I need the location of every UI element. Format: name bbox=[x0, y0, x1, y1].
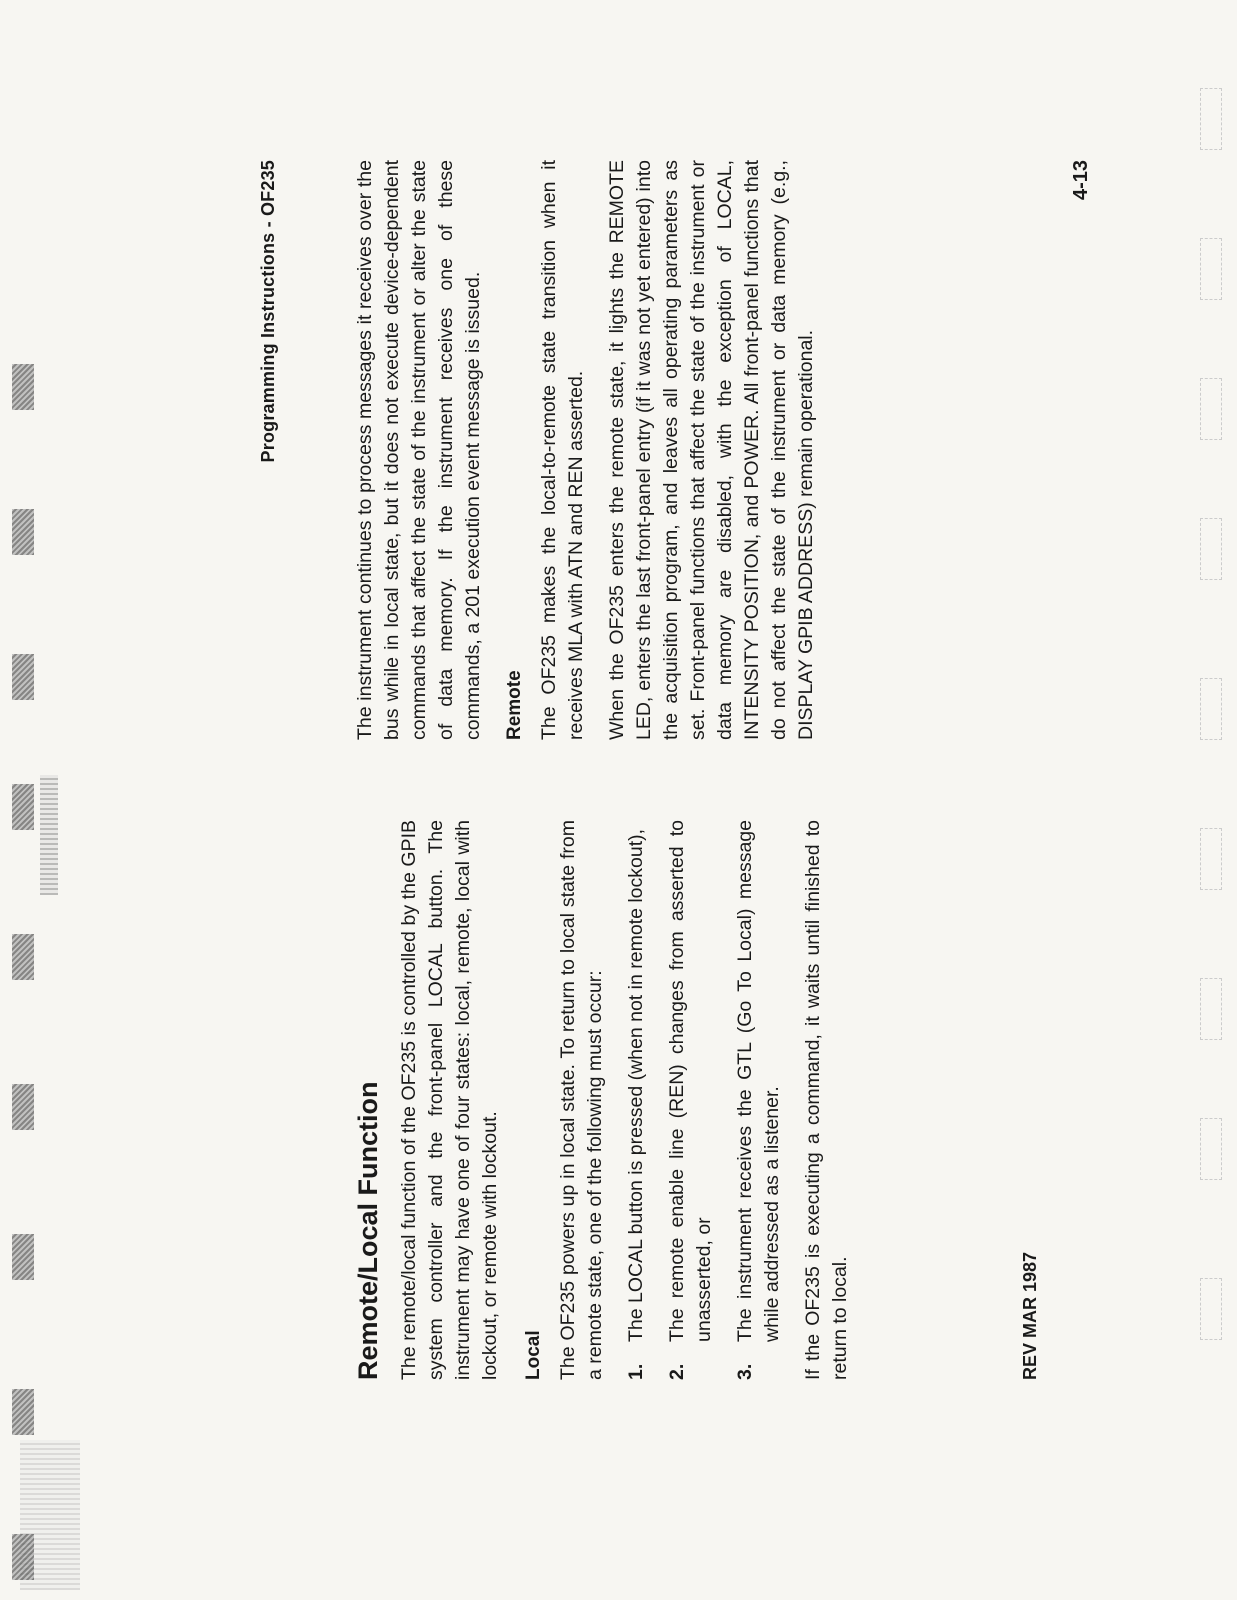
local-behavior-paragraph: The instrument continues to process messages it receives over the bus while in local state, but it does not execute device-dependent commands that affect the state of the instrument or alter the state of data memory. If the instrument receives one of these commands, a 201 execution event message is issued. bbox=[354, 160, 484, 740]
running-header: Programming Instructions - OF235 bbox=[258, 160, 278, 463]
edge-mark bbox=[1200, 828, 1222, 890]
list-text: The instrument receives the GTL (Go To Local) message while addressed as a listener. bbox=[734, 820, 783, 1342]
edge-mark-dark bbox=[12, 784, 34, 830]
edge-mark bbox=[1200, 1118, 1222, 1180]
closing-paragraph: If the OF235 is executing a command, it waits until finished to return to local. bbox=[802, 820, 851, 1380]
edge-mark bbox=[1200, 378, 1222, 440]
section-title: Remote/Local Function bbox=[353, 1081, 383, 1380]
list-item bbox=[623, 820, 650, 1380]
edge-mark bbox=[1200, 518, 1222, 580]
edge-mark-dark bbox=[12, 1389, 34, 1435]
edge-mark-dark bbox=[12, 934, 34, 980]
local-heading: Local bbox=[523, 1330, 544, 1380]
left-column bbox=[352, 820, 868, 1380]
edge-mark-dark bbox=[12, 509, 34, 555]
intro-paragraph: The remote/local function of the OF235 is controlled by the GPIB system controller and the front-panel LOCAL button. The instrument may have one of four states: local, remote, local with lockout, or remote with lockout. bbox=[398, 820, 501, 1380]
edge-mark-dark bbox=[12, 1534, 34, 1580]
local-conditions-list bbox=[623, 820, 786, 1380]
remote-state-paragraph: When the OF235 enters the remote state, it lights the REMOTE LED, enters the last front-panel entry (if it was not yet entered) into the acquisition program, and leaves all operating parameters as set. Front-panel functions that affect the state of the instrument or data memory are disabled, with the exception of LOCAL, INTENSITY POSITION, and POWER. All front-panel functions that do not affect the state of the instrument or data memory (e.g., DISPLAY GPIB ADDRESS) remain operational. bbox=[606, 160, 817, 740]
binding-edge-marks bbox=[1200, 30, 1230, 1340]
list-number: 3. bbox=[734, 1363, 756, 1380]
edge-mark bbox=[1200, 238, 1222, 300]
list-number: 2. bbox=[666, 1363, 688, 1380]
list-number: 1. bbox=[625, 1363, 647, 1380]
list-item bbox=[664, 820, 718, 1380]
list-text: The LOCAL button is pressed (when not in remote lockout), bbox=[625, 828, 647, 1342]
edge-mark bbox=[1200, 88, 1222, 150]
edge-mark bbox=[1200, 678, 1222, 740]
local-paragraph: The OF235 powers up in local state. To return to local state from a remote state, one of the following must occur: bbox=[557, 820, 606, 1380]
edge-mark bbox=[1200, 1278, 1222, 1340]
remote-heading: Remote bbox=[504, 670, 525, 740]
edge-mark bbox=[1200, 978, 1222, 1040]
edge-mark-dark bbox=[12, 1084, 34, 1130]
list-item bbox=[732, 820, 786, 1380]
list-text: The remote enable line (REN) changes from asserted to unasserted, or bbox=[666, 820, 715, 1342]
revision-date: REV MAR 1987 bbox=[1020, 1251, 1040, 1380]
edge-mark-dark bbox=[12, 364, 34, 410]
remote-transition-paragraph: The OF235 makes the local-to-remote state transition when it receives MLA with ATN and REN asserted. bbox=[538, 160, 587, 740]
edge-mark-dark bbox=[12, 1234, 34, 1280]
scan-smudge bbox=[40, 775, 58, 895]
edge-mark-dark bbox=[12, 654, 34, 700]
right-column bbox=[352, 160, 834, 740]
page-number: 4-13 bbox=[1070, 160, 1092, 201]
